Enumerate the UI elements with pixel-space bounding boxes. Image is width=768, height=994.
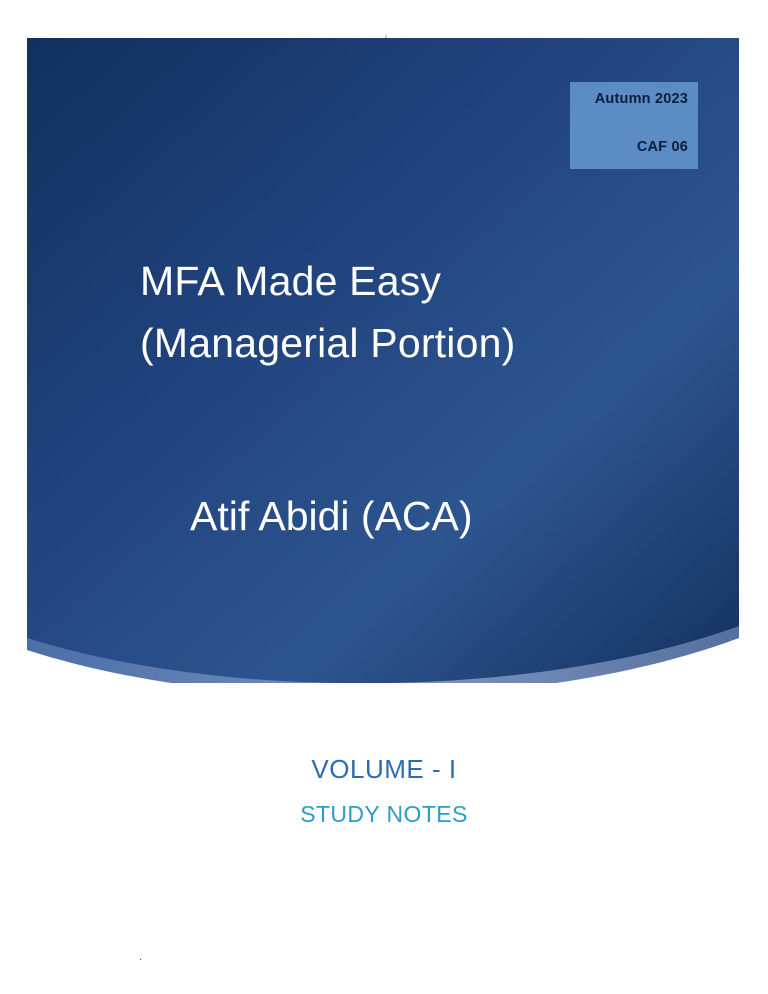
cover-title <box>140 250 680 375</box>
volume-label: VOLUME - I <box>311 754 457 784</box>
term-label: Autumn 2023 <box>594 91 688 107</box>
author-name: Atif Abidi (ACA) <box>190 493 473 539</box>
title-line-2: (Managerial Portion) <box>140 320 516 367</box>
term-code-tag <box>570 82 698 169</box>
subtitle-label: STUDY NOTES <box>300 801 468 827</box>
page-mark-bottom: . <box>139 951 143 963</box>
course-code-label: CAF 06 <box>636 139 688 156</box>
title-line-1: MFA Made Easy <box>140 258 442 304</box>
